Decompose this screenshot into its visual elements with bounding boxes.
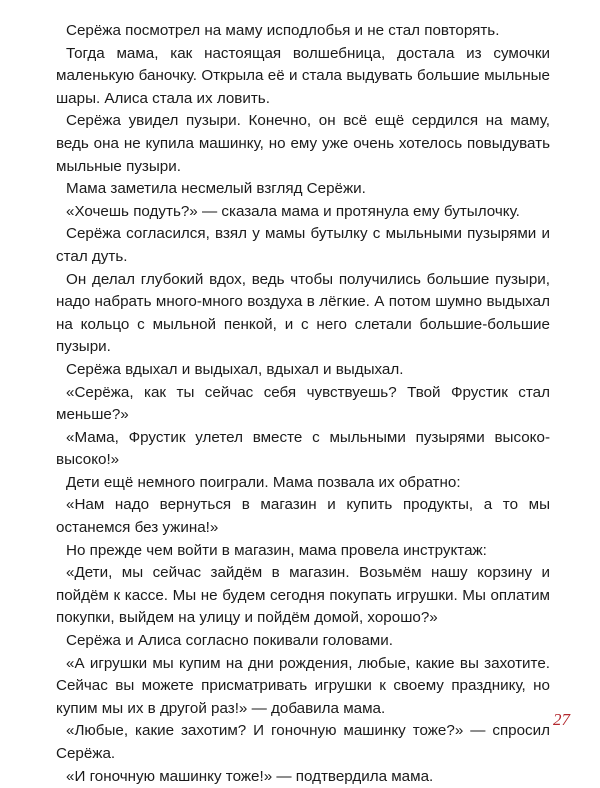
paragraph: Мама заметила несмелый взгляд Серёжи. xyxy=(66,180,366,198)
paragraph: «Дети, мы сейчас зайдём в магазин. Возьмём нашу корзину и пойдём к кассе. Мы не будем сегодня покупать игрушки. Мы оплатим покупки, выйдем на улицу и пойдём домой, хорошо?» xyxy=(56,564,550,627)
paragraph: «Хочешь подуть?» — сказала мама и протянула ему бутылочку. xyxy=(66,202,520,220)
paragraph: Серёжа согласился, взял у мамы бутылку с мыльными пузырями и стал дуть. xyxy=(56,225,550,265)
story-text xyxy=(56,20,550,788)
paragraph: «Любые, какие захотим? И гоночную машинку тоже?» — спросил Серёжа. xyxy=(56,722,550,762)
paragraph: «Серёжа, как ты сейчас себя чувствуешь? Твой Фрустик стал меньше?» xyxy=(56,383,550,424)
paragraph: «И гоночную машинку тоже!» — подтвердила мама. xyxy=(66,767,434,785)
paragraph: Серёжа увидел пузыри. Конечно, он всё ещё сердился на маму, ведь она не купила машинку, но ему уже очень хотелось повыдувать мыльные пузыри. xyxy=(56,112,550,175)
paragraph: Серёжа вдыхал и выдыхал, вдыхал и выдыхал. xyxy=(66,360,404,378)
paragraph: Дети ещё немного поиграли. Мама позвала их обратно: xyxy=(66,473,461,491)
paragraph: Серёжа и Алиса согласно покивали головами. xyxy=(66,632,393,650)
paragraph: Он делал глубокий вдох, ведь чтобы получились большие пузыри, надо набрать много-много воздуха в лёгкие. А потом шумно выдыхал на кольцо с мыльной пенкой, и с него слетали большие-большие пузыри. xyxy=(56,270,550,356)
paragraph: Серёжа посмотрел на маму исподлобья и не стал повторять. xyxy=(66,22,500,39)
paragraph: «Мама, Фрустик улетел вместе с мыльными пузырями высоко-высоко!» xyxy=(56,428,550,469)
paragraph: «Нам надо вернуться в магазин и купить продукты, а то мы останемся без ужина!» xyxy=(56,496,550,537)
paragraph: Тогда мама, как настоящая волшебница, достала из сумочки маленькую баночку. Открыла её и стала выдувать большие мыльные шары. Алиса стала их ловить. xyxy=(56,44,550,107)
paragraph: Но прежде чем войти в магазин, мама провела инструктаж: xyxy=(66,541,487,559)
paragraph: «А игрушки мы купим на дни рождения, любые, какие вы захотите. Сейчас вы можете присматривать игрушки к своему празднику, но купим мы их в другой раз!» — добавила мама. xyxy=(56,654,550,717)
page-number: 27 xyxy=(553,710,570,729)
